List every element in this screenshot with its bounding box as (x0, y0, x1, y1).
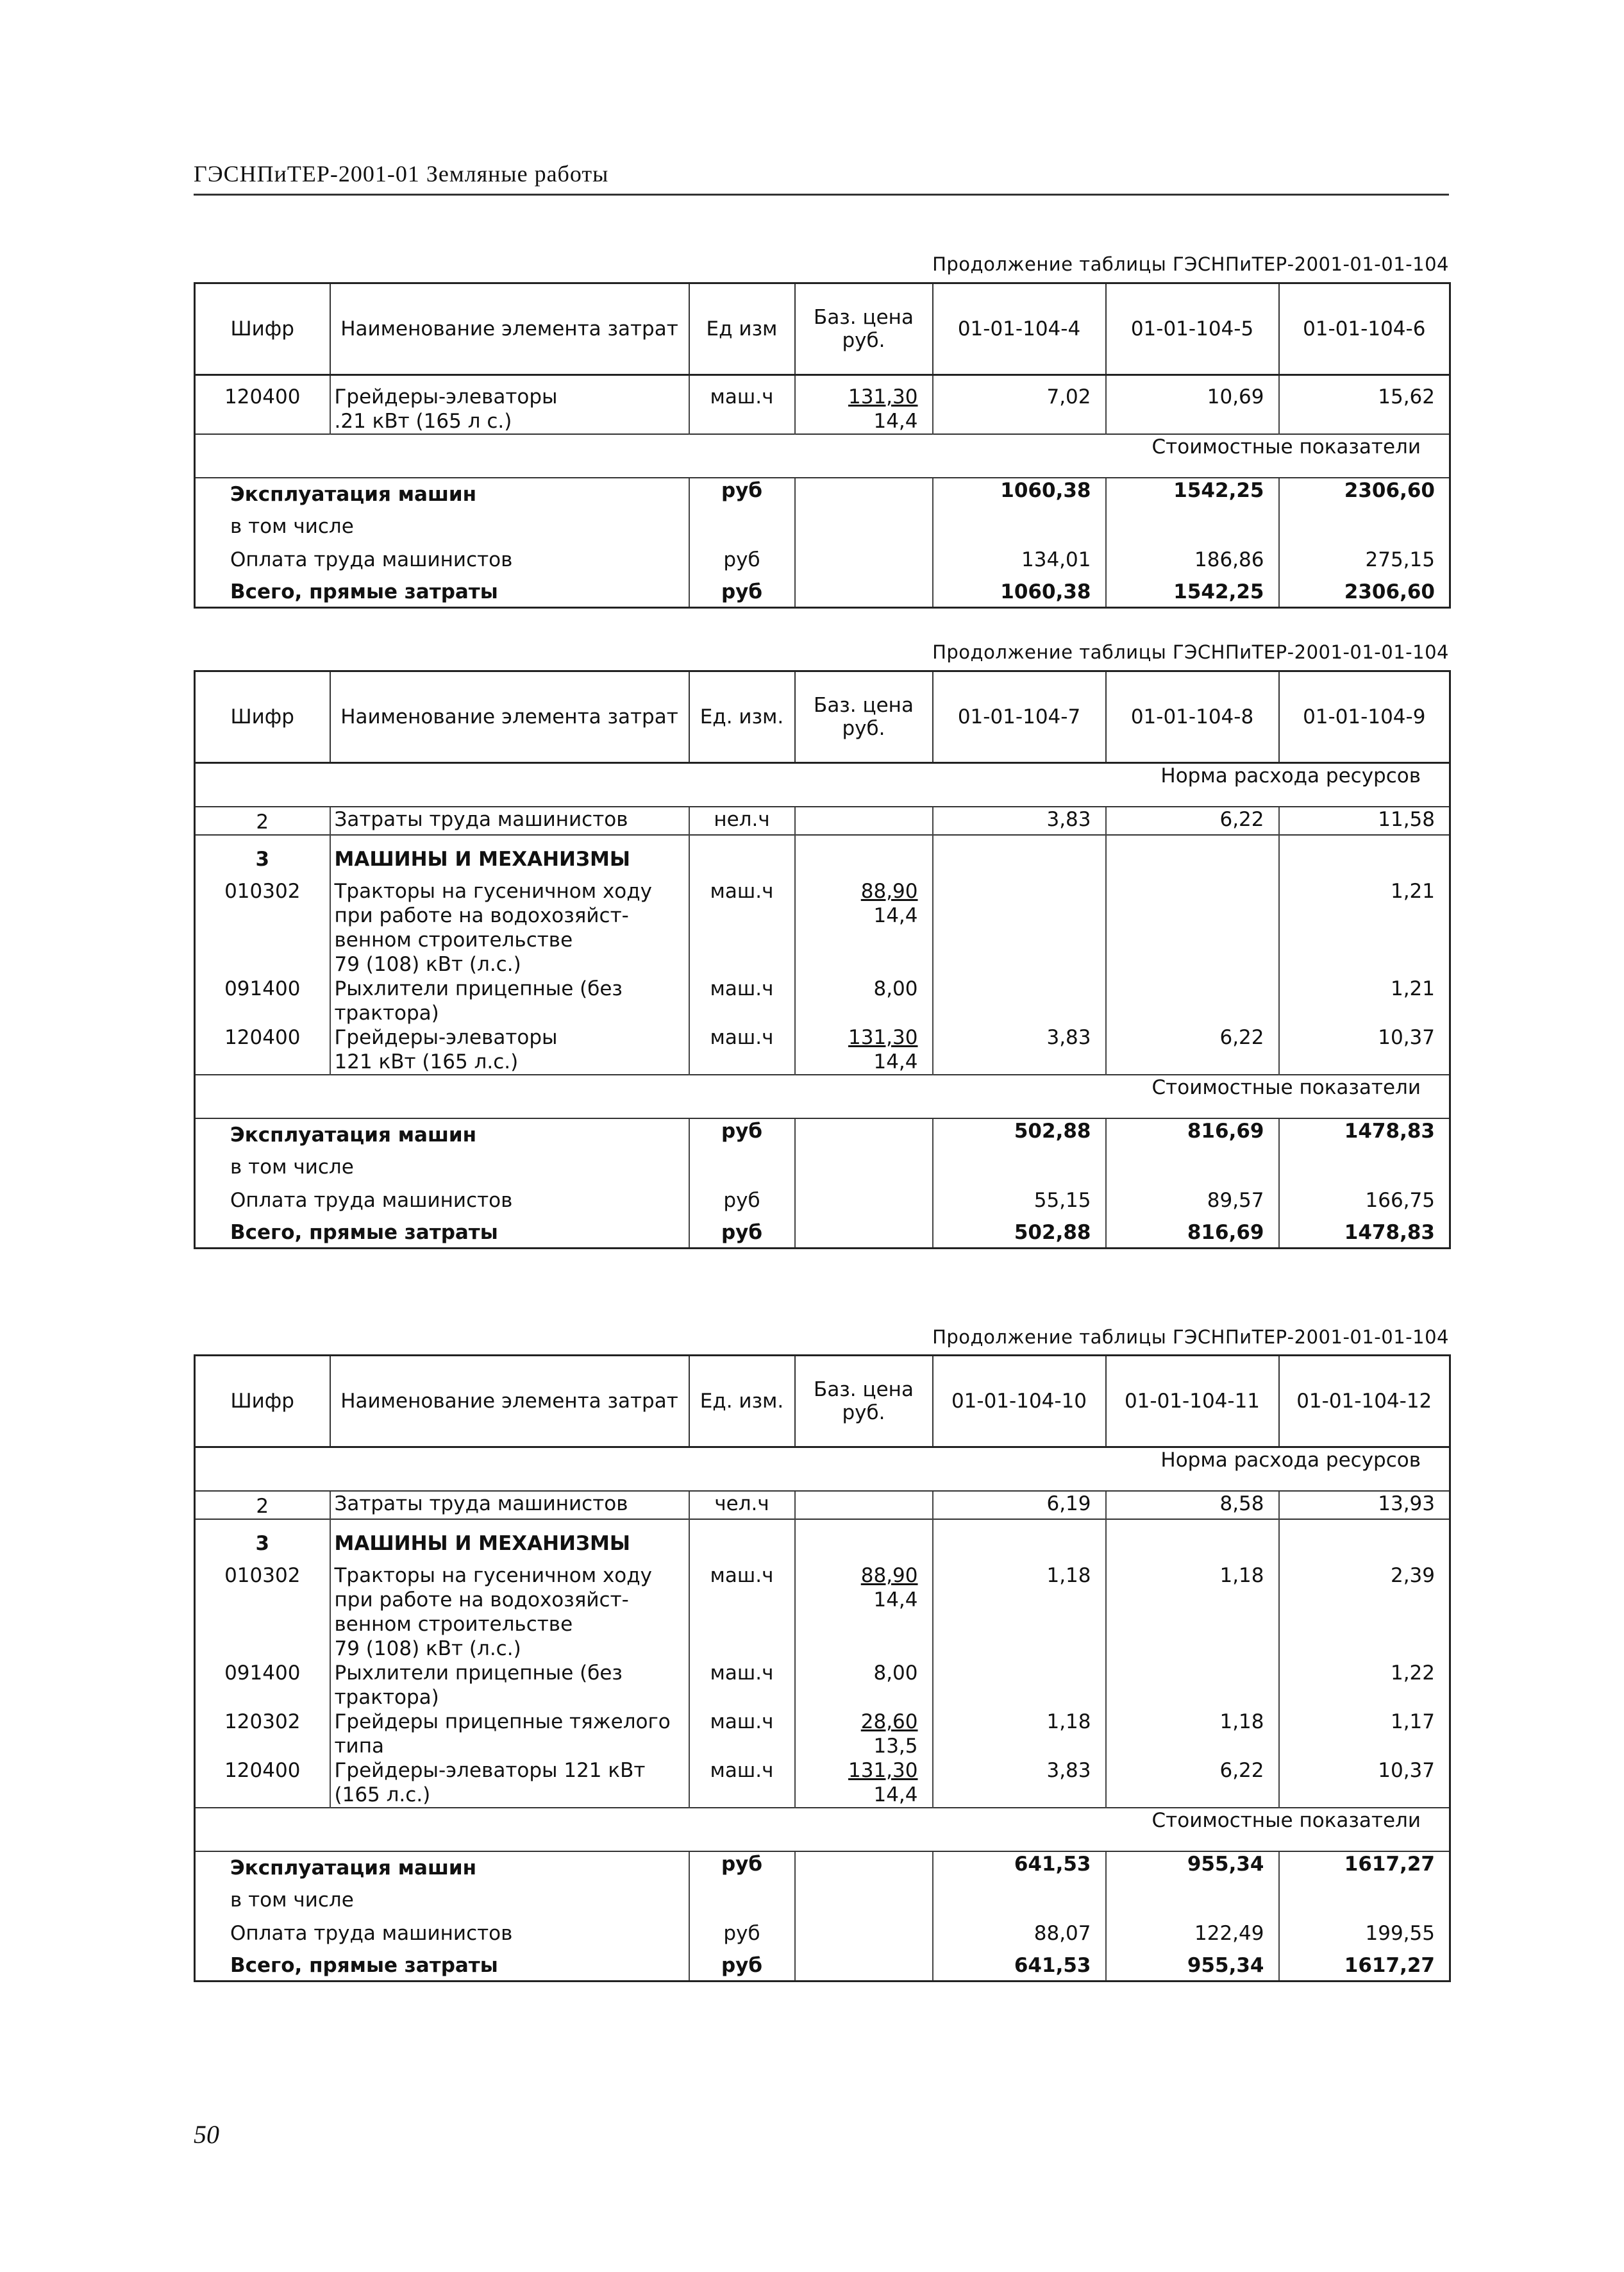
row-machine-ops (195, 1118, 1450, 1147)
price-header-line2: руб. (842, 717, 885, 740)
band-resource-norm (195, 763, 1450, 807)
row-name (330, 375, 689, 435)
empty-cell (933, 1880, 1106, 1912)
table-continuation-caption: Продолжение таблицы ГЭСНПиТЕР-2001-01-01-104 (932, 253, 1449, 275)
value: 1060,38 (933, 572, 1106, 608)
value: 955,34 (1106, 1851, 1279, 1880)
row-value (933, 1661, 1106, 1710)
row-value: 1,21 (1390, 977, 1435, 1000)
col-header-code: Шифр (195, 671, 330, 763)
col-header-2: 01-01-104-11 (1106, 1356, 1279, 1447)
empty-cell (795, 478, 933, 507)
table-row (195, 977, 1450, 1025)
value: 1478,83 (1344, 1221, 1435, 1244)
unit-rub: руб (689, 539, 795, 572)
row-name-line: при работе на водохозяйст- (334, 904, 629, 927)
row-code: 120400 (195, 375, 330, 435)
row-price: 8,00 (795, 977, 933, 1025)
table-row (195, 1710, 1450, 1758)
table-row (195, 1758, 1450, 1808)
table-continuation-caption: Продолжение таблицы ГЭСНПиТЕР-2001-01-01-104 (932, 1326, 1449, 1348)
row-name-line: венном строительстве (334, 1613, 573, 1636)
empty-cell (1106, 507, 1279, 539)
row-name-line: Грейдеры-элеваторы 121 кВт (334, 1759, 646, 1782)
col-header-name: Наименование элемента затрат (330, 671, 689, 763)
row-incl (195, 1880, 1450, 1912)
empty-cell (795, 1519, 933, 1563)
label-operator-pay: Оплата труда машинистов (230, 548, 513, 571)
price-numerator: 88,90 (860, 1564, 918, 1587)
empty-cell (795, 1851, 933, 1880)
page-number: 50 (194, 2120, 219, 2149)
price-denominator: 14,4 (873, 410, 918, 433)
row-value: 6,22 (1106, 807, 1279, 835)
band-cost-indicators (195, 1075, 1450, 1118)
row-name-line: типа (334, 1735, 384, 1758)
row-code: 120400 (195, 1025, 330, 1075)
table-row (195, 1563, 1450, 1661)
row-name-line: при работе на водохозяйст- (334, 1588, 629, 1611)
value: 89,57 (1106, 1179, 1279, 1213)
row-operator-pay (195, 1179, 1450, 1213)
row-price (795, 1758, 933, 1808)
empty-cell (795, 572, 933, 608)
row-code: 120302 (195, 1710, 330, 1758)
empty-cell (795, 807, 933, 835)
row-name-line: Грейдеры-элеваторы (334, 1026, 558, 1049)
price-denominator: 13,5 (873, 1735, 918, 1758)
empty-cell (689, 507, 795, 539)
row-value: 6,22 (1106, 1758, 1279, 1808)
col-header-3: 01-01-104-9 (1279, 671, 1450, 763)
empty-cell (1106, 1147, 1279, 1179)
price-header-line2: руб. (842, 329, 885, 352)
price-numerator: 28,60 (860, 1710, 918, 1733)
label-operator-pay: Оплата труда машинистов (230, 1922, 513, 1945)
table-3 (194, 1354, 1451, 1982)
value: 502,88 (933, 1213, 1106, 1249)
price-header-line2: руб. (842, 1401, 885, 1424)
col-header-2: 01-01-104-5 (1106, 283, 1279, 375)
row-price (795, 1563, 933, 1661)
empty-cell (795, 1912, 933, 1946)
value: 199,55 (1365, 1922, 1435, 1945)
label-machine-ops: Эксплуатация машин (230, 1856, 477, 1880)
row-name-line: Рыхлители прицепные (без (334, 1662, 623, 1685)
row-total (195, 572, 1450, 608)
col-header-2: 01-01-104-8 (1106, 671, 1279, 763)
row-value: 1,18 (1106, 1710, 1279, 1758)
value: 186,86 (1106, 539, 1279, 572)
row-machine-ops (195, 1851, 1450, 1880)
row-code: 091400 (195, 977, 330, 1025)
empty-cell (933, 835, 1106, 879)
row-code: 2 (195, 807, 330, 835)
empty-cell (795, 507, 933, 539)
row-unit: маш.ч (689, 1661, 795, 1710)
row-unit: маш.ч (689, 977, 795, 1025)
value: 1617,27 (1344, 1853, 1435, 1876)
row-unit: маш.ч (689, 1758, 795, 1808)
row-price (795, 1025, 933, 1075)
value: 275,15 (1365, 548, 1435, 571)
price-numerator: 131,30 (848, 1759, 918, 1782)
row-labor (195, 1491, 1450, 1519)
value: 502,88 (933, 1118, 1106, 1147)
section-title: МАШИНЫ И МЕХАНИЗМЫ (330, 1519, 689, 1563)
value: 1478,83 (1344, 1120, 1435, 1143)
label-incl: в том числе (230, 515, 354, 538)
band-resource-norm (195, 1447, 1450, 1492)
row-value: 3,83 (933, 807, 1106, 835)
unit-rub: руб (689, 1213, 795, 1249)
row-price (795, 1710, 933, 1758)
label-total: Всего, прямые затраты (230, 580, 498, 603)
table-1 (194, 282, 1451, 609)
unit-rub: руб (689, 1946, 795, 1982)
value: 88,07 (933, 1912, 1106, 1946)
table-header-row (195, 671, 1450, 763)
row-code: 010302 (195, 1563, 330, 1661)
band-label: Стоимостные показатели (195, 434, 1450, 478)
row-value: 11,58 (1378, 808, 1435, 831)
value: 1542,25 (1106, 478, 1279, 507)
row-machine-ops (195, 478, 1450, 507)
band-label: Стоимостные показатели (195, 1075, 1450, 1118)
label-total: Всего, прямые затраты (230, 1954, 498, 1977)
row-value: 6,19 (933, 1491, 1106, 1519)
row-value: 1,18 (933, 1563, 1106, 1661)
empty-cell (1279, 1880, 1450, 1912)
row-value: 6,22 (1106, 1025, 1279, 1075)
row-labor (195, 807, 1450, 835)
row-operator-pay (195, 1912, 1450, 1946)
row-unit: маш.ч (689, 879, 795, 977)
row-name (330, 1563, 689, 1661)
row-price: 8,00 (795, 1661, 933, 1710)
row-unit: маш.ч (689, 1710, 795, 1758)
label-incl: в том числе (230, 1156, 354, 1179)
band-cost-indicators (195, 1808, 1450, 1851)
empty-cell (795, 1946, 933, 1982)
empty-cell (1279, 1519, 1450, 1563)
band-label: Норма расхода ресурсов (195, 1447, 1450, 1492)
row-value: 13,93 (1378, 1492, 1435, 1515)
empty-cell (689, 1880, 795, 1912)
row-unit: чел.ч (689, 1491, 795, 1519)
row-name (330, 1758, 689, 1808)
empty-cell (795, 1147, 933, 1179)
price-header-line1: Баз. цена (814, 306, 914, 329)
row-price (795, 879, 933, 977)
value: 134,01 (933, 539, 1106, 572)
row-value: 1,17 (1390, 1710, 1435, 1733)
value: 641,53 (933, 1946, 1106, 1982)
table-continuation-caption: Продолжение таблицы ГЭСНПиТЕР-2001-01-01-104 (932, 641, 1449, 663)
table-row (195, 1661, 1450, 1710)
band-label: Стоимостные показатели (195, 1808, 1450, 1851)
empty-cell (1279, 1147, 1450, 1179)
table-row (195, 879, 1450, 977)
row-value: 3,83 (933, 1025, 1106, 1075)
col-header-code: Шифр (195, 283, 330, 375)
row-value: 1,22 (1390, 1662, 1435, 1685)
row-value (1106, 1661, 1279, 1710)
table-header-row (195, 1356, 1450, 1447)
row-value: 10,37 (1378, 1026, 1435, 1049)
row-code: 120400 (195, 1758, 330, 1808)
col-header-1: 01-01-104-7 (933, 671, 1106, 763)
value: 2306,60 (1344, 479, 1435, 502)
empty-cell (933, 1519, 1106, 1563)
col-header-3: 01-01-104-12 (1279, 1356, 1450, 1447)
col-header-unit: Ед изм (689, 283, 795, 375)
table-header-row (195, 283, 1450, 375)
row-value: 15,62 (1378, 385, 1435, 408)
row-value: 2,39 (1390, 1564, 1435, 1587)
band-cost-indicators (195, 434, 1450, 478)
empty-cell (689, 835, 795, 879)
row-code: 2 (195, 1491, 330, 1519)
col-header-price (795, 1356, 933, 1447)
value: 641,53 (933, 1851, 1106, 1880)
empty-cell (1106, 835, 1279, 879)
row-value: 1,18 (933, 1710, 1106, 1758)
unit-rub: руб (689, 1851, 795, 1880)
unit-rub: руб (689, 478, 795, 507)
empty-cell (1106, 1880, 1279, 1912)
row-unit: маш.ч (689, 1025, 795, 1075)
col-header-3: 01-01-104-6 (1279, 283, 1450, 375)
row-name (330, 1025, 689, 1075)
unit-rub: руб (689, 1912, 795, 1946)
row-name-line: (165 л.с.) (334, 1783, 431, 1806)
row-value: 1,21 (1390, 880, 1435, 903)
col-header-unit: Ед. изм. (689, 1356, 795, 1447)
row-total (195, 1946, 1450, 1982)
row-name-line: трактора) (334, 1002, 439, 1025)
value: 955,34 (1106, 1946, 1279, 1982)
price-denominator: 14,4 (873, 1050, 918, 1073)
row-value (933, 879, 1106, 977)
row-name-line: Грейдеры прицепные тяжелого (334, 1710, 671, 1733)
empty-cell (1279, 507, 1450, 539)
row-operator-pay (195, 539, 1450, 572)
section-title: МАШИНЫ И МЕХАНИЗМЫ (330, 835, 689, 879)
row-code: 010302 (195, 879, 330, 977)
price-denominator: 14,4 (873, 1588, 918, 1611)
table-2 (194, 670, 1451, 1249)
row-value: 7,02 (933, 375, 1106, 435)
label-incl: в том числе (230, 1889, 354, 1912)
unit-rub: руб (689, 572, 795, 608)
price-denominator: 14,4 (873, 1783, 918, 1806)
empty-cell (795, 835, 933, 879)
row-section (195, 1519, 1450, 1563)
row-unit: маш.ч (689, 375, 795, 435)
col-header-price (795, 671, 933, 763)
row-name-line: Грейдеры-элеваторы (334, 385, 558, 408)
empty-cell (933, 507, 1106, 539)
row-code: 3 (195, 1519, 330, 1563)
band-label: Норма расхода ресурсов (195, 763, 1450, 807)
row-value (1106, 879, 1279, 977)
row-name-line: трактора) (334, 1686, 439, 1709)
row-name-line: Рыхлители прицепные (без (334, 977, 623, 1000)
row-price (795, 375, 933, 435)
row-incl (195, 507, 1450, 539)
row-name: Затраты труда машинистов (330, 807, 689, 835)
row-name: Затраты труда машинистов (330, 1491, 689, 1519)
row-name-line: 121 кВт (165 л.с.) (334, 1050, 519, 1073)
price-denominator: 14,4 (873, 904, 918, 927)
col-header-unit: Ед. изм. (689, 671, 795, 763)
col-header-name: Наименование элемента затрат (330, 1356, 689, 1447)
price-header-line1: Баз. цена (814, 1378, 914, 1401)
col-header-name: Наименование элемента затрат (330, 283, 689, 375)
label-total: Всего, прямые затраты (230, 1221, 498, 1244)
price-numerator: 131,30 (848, 1026, 918, 1049)
page-header: ГЭСНПиТЕР-2001-01 Земляные работы (194, 160, 1449, 196)
empty-cell (795, 1491, 933, 1519)
col-header-1: 01-01-104-10 (933, 1356, 1106, 1447)
row-value: 3,83 (933, 1758, 1106, 1808)
row-unit: маш.ч (689, 1563, 795, 1661)
label-operator-pay: Оплата труда машинистов (230, 1189, 513, 1212)
col-header-code: Шифр (195, 1356, 330, 1447)
empty-cell (1279, 835, 1450, 879)
row-name-line: 79 (108) кВт (л.с.) (334, 1637, 521, 1660)
row-unit: нел.ч (689, 807, 795, 835)
label-machine-ops: Эксплуатация машин (230, 483, 477, 506)
col-header-1: 01-01-104-4 (933, 283, 1106, 375)
value: 816,69 (1106, 1213, 1279, 1249)
empty-cell (689, 1519, 795, 1563)
unit-rub: руб (689, 1118, 795, 1147)
row-code: 091400 (195, 1661, 330, 1710)
row-value (1106, 977, 1279, 1025)
value: 122,49 (1106, 1912, 1279, 1946)
row-name-line: .21 кВт (165 л с.) (334, 410, 512, 433)
row-name (330, 1661, 689, 1710)
col-header-price (795, 283, 933, 375)
empty-cell (795, 1179, 933, 1213)
row-value: 10,69 (1106, 375, 1279, 435)
row-incl (195, 1147, 1450, 1179)
row-name-line: 79 (108) кВт (л.с.) (334, 953, 521, 976)
empty-cell (795, 539, 933, 572)
label-machine-ops: Эксплуатация машин (230, 1123, 477, 1147)
value: 1542,25 (1106, 572, 1279, 608)
table-row (195, 375, 1450, 435)
row-value (933, 977, 1106, 1025)
empty-cell (795, 1118, 933, 1147)
value: 55,15 (933, 1179, 1106, 1213)
value: 1060,38 (933, 478, 1106, 507)
row-total (195, 1213, 1450, 1249)
table-row (195, 1025, 1450, 1075)
empty-cell (689, 1147, 795, 1179)
row-code: 3 (195, 835, 330, 879)
row-name (330, 1710, 689, 1758)
empty-cell (933, 1147, 1106, 1179)
empty-cell (1106, 1519, 1279, 1563)
row-section (195, 835, 1450, 879)
row-value: 10,37 (1378, 1759, 1435, 1782)
value: 166,75 (1365, 1189, 1435, 1212)
row-name-line: венном строительстве (334, 929, 573, 952)
row-value: 1,18 (1106, 1563, 1279, 1661)
value: 2306,60 (1344, 580, 1435, 603)
row-name-line: Тракторы на гусеничном ходу (334, 1564, 653, 1587)
row-name (330, 977, 689, 1025)
price-numerator: 131,30 (848, 385, 918, 408)
price-numerator: 88,90 (860, 880, 918, 903)
row-name-line: Тракторы на гусеничном ходу (334, 880, 653, 903)
price-header-line1: Баз. цена (814, 694, 914, 717)
value: 816,69 (1106, 1118, 1279, 1147)
empty-cell (795, 1880, 933, 1912)
unit-rub: руб (689, 1179, 795, 1213)
value: 1617,27 (1344, 1954, 1435, 1977)
row-name (330, 879, 689, 977)
empty-cell (795, 1213, 933, 1249)
row-value: 8,58 (1106, 1491, 1279, 1519)
